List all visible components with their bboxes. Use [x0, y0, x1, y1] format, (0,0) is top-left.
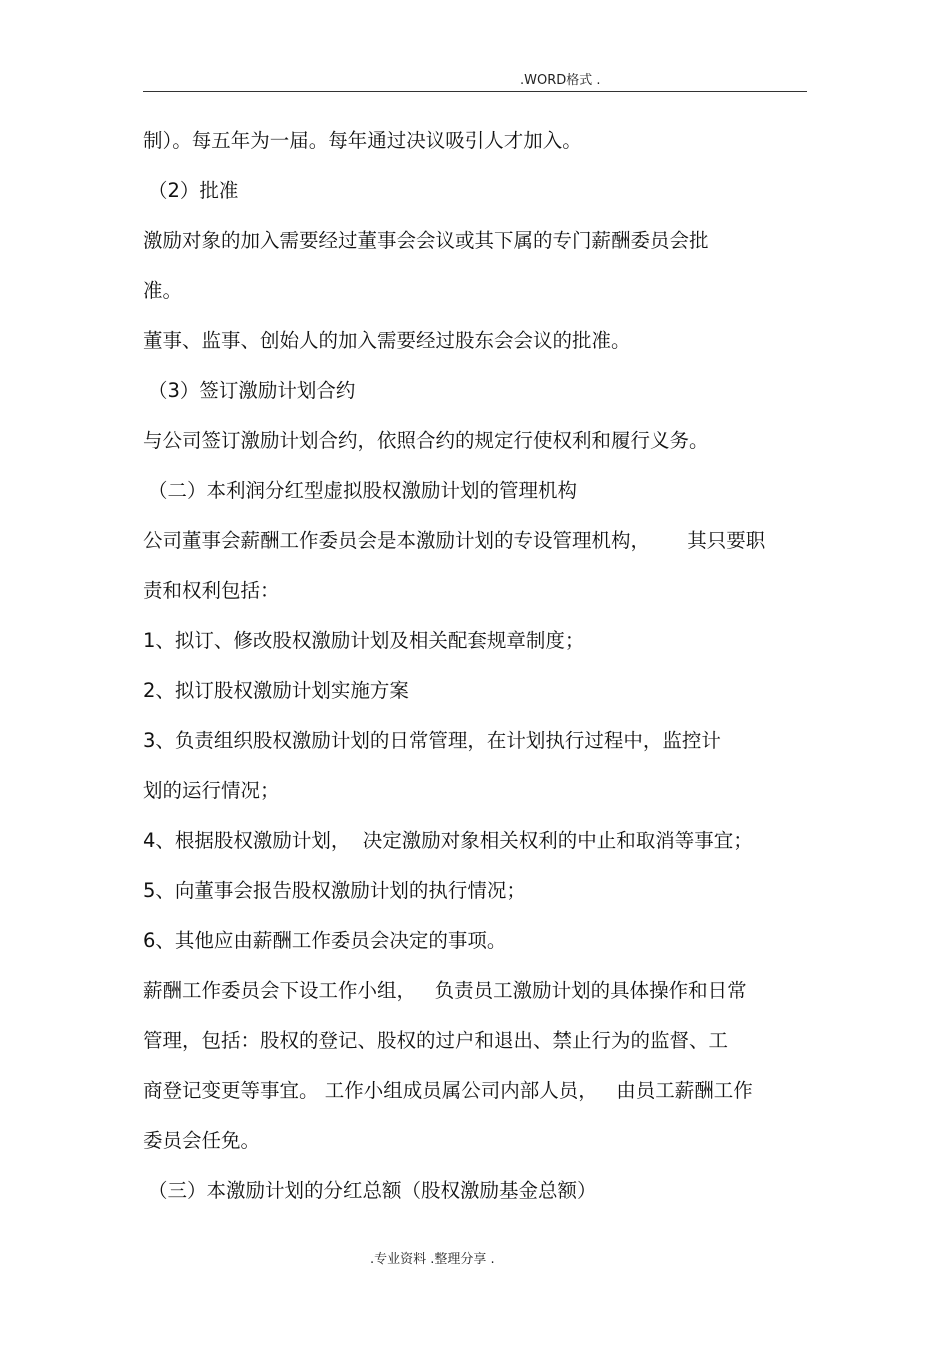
body-line: 董事、监事、创始人的加入需要经过股东会会议的批准。	[143, 329, 631, 352]
body-line: 公司董事会薪酬工作委员会是本激励计划的专设管理机构， 其只要职	[143, 529, 766, 552]
section-heading: （三）本激励计划的分红总额（股权激励基金总额）	[148, 1179, 597, 1202]
body-line: 委员会任免。	[143, 1129, 261, 1152]
list-item: 5、向董事会报告股权激励计划的执行情况；	[143, 879, 526, 902]
list-item: 2、拟订股权激励计划实施方案	[143, 679, 409, 702]
header-text: .WORD格式 .	[520, 73, 601, 88]
body-line: 责和权利包括：	[143, 579, 280, 602]
list-item: 6、其他应由薪酬工作委员会决定的事项。	[143, 929, 507, 952]
section-heading: （二）本利润分红型虚拟股权激励计划的管理机构	[148, 479, 578, 502]
header-rule	[143, 91, 807, 92]
list-item: 3、负责组织股权激励计划的日常管理，在计划执行过程中，监控计	[143, 729, 721, 752]
page-footer: .专业资料 .整理分享 .	[370, 1252, 495, 1267]
body-line: 准。	[143, 279, 183, 302]
body-line: 薪酬工作委员会下设工作小组， 负责员工激励计划的具体操作和日常	[143, 979, 747, 1002]
body-line: 管理，包括：股权的登记、股权的过户和退出、禁止行为的监督、工	[143, 1029, 729, 1052]
body-line: 商登记变更等事宜。 工作小组成员属公司内部人员， 由员工薪酬工作	[143, 1079, 753, 1102]
section-heading: （2）批准	[148, 179, 239, 202]
list-item: 1、拟订、修改股权激励计划及相关配套规章制度；	[143, 629, 585, 652]
list-item: 4、根据股权激励计划， 决定激励对象相关权利的中止和取消等事宜；	[143, 829, 753, 852]
body-line: 与公司签订激励计划合约，依照合约的规定行使权利和履行义务。	[143, 429, 709, 452]
page-header	[0, 72, 950, 92]
list-item: 划的运行情况；	[143, 779, 280, 802]
body-line: 制）。每五年为一届。每年通过决议吸引人才加入。	[143, 129, 582, 152]
section-heading: （3）签订激励计划合约	[148, 379, 356, 402]
body-line: 激励对象的加入需要经过董事会会议或其下属的专门薪酬委员会批	[143, 229, 709, 252]
